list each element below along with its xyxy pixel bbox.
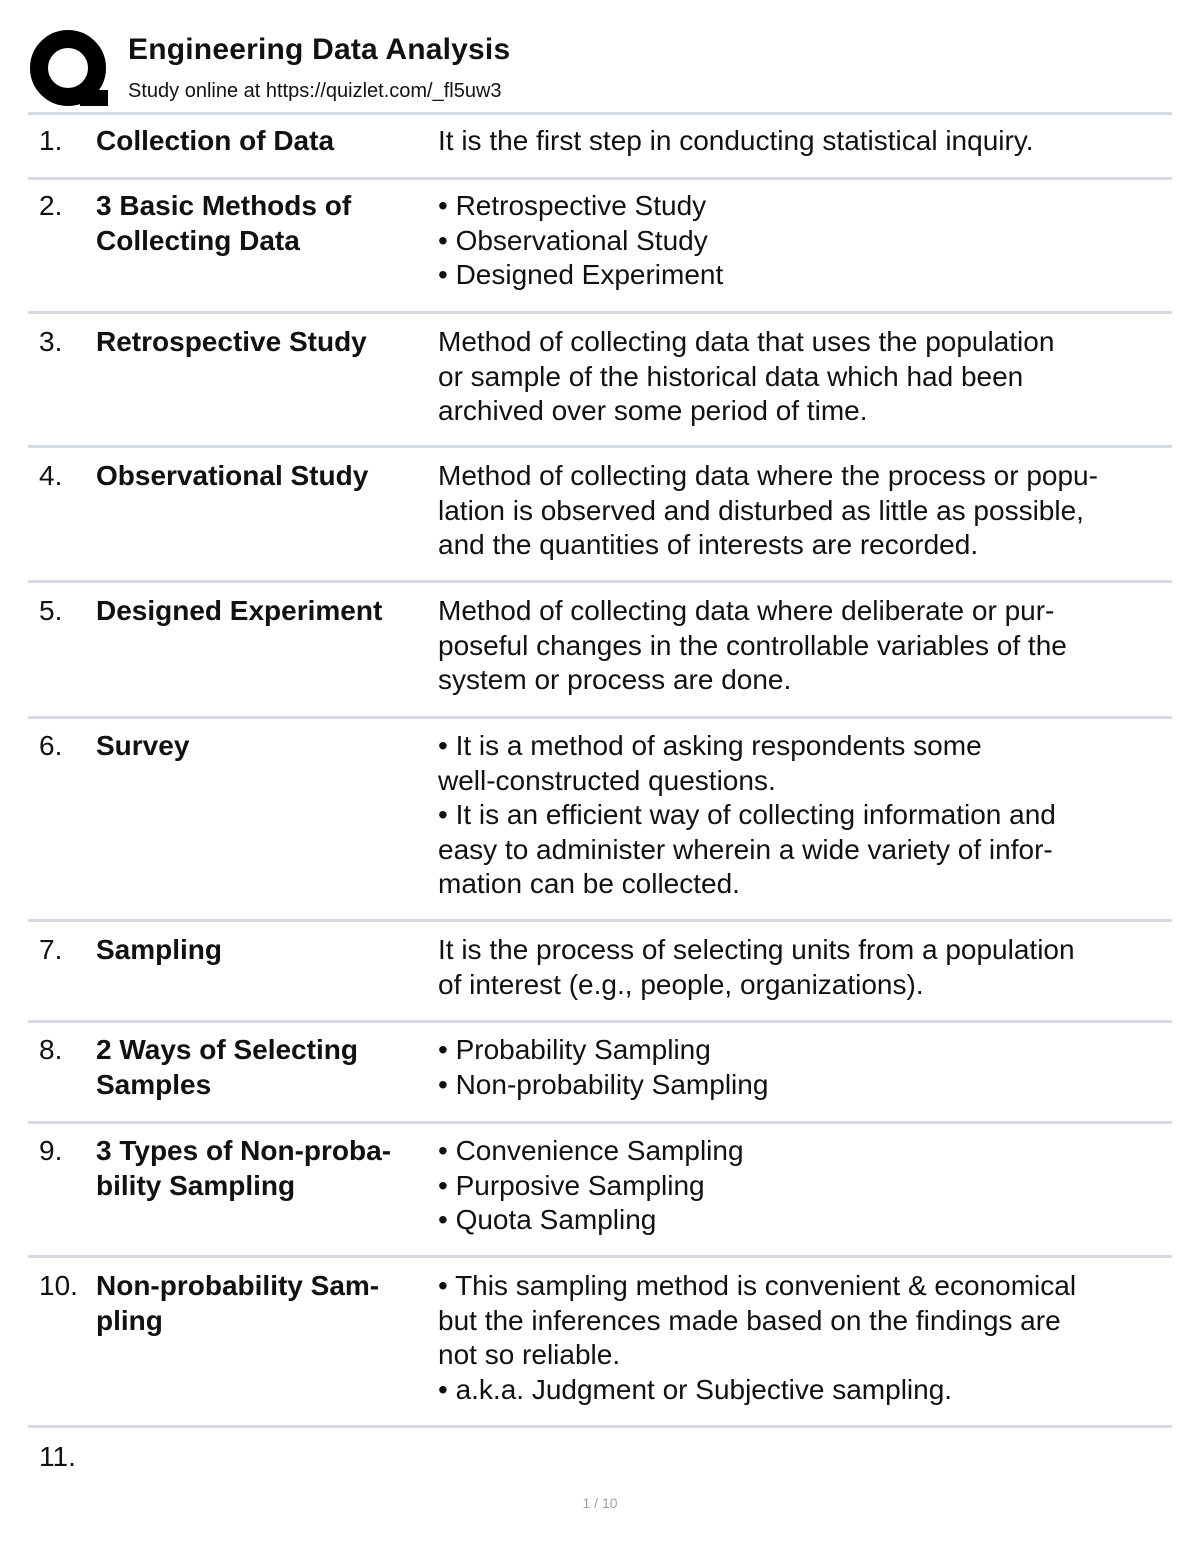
definition-line: and the quantities of interests are recorded. [438, 529, 979, 560]
divider [28, 716, 1172, 719]
item-definition [438, 1033, 1168, 1102]
term-line: Collecting Data [96, 224, 300, 256]
definition-line: • This sampling method is convenient & economical [438, 1270, 1077, 1301]
item-term [96, 189, 436, 258]
definition-line: mation can be collected. [438, 868, 740, 899]
definition-line: • It is a method of asking respondents some [438, 730, 982, 761]
item-term [96, 1269, 436, 1338]
term-line: Designed Experiment [96, 595, 383, 626]
definition-line: easy to administer wherein a wide variety of infor- [438, 833, 1053, 865]
term-line: Observational Study [96, 460, 369, 491]
divider [28, 919, 1172, 922]
term-line: Non-probability Sam- [96, 1270, 380, 1301]
definition-line: • Quota Sampling [438, 1204, 657, 1235]
definition-line: Method of collecting data that uses the population [438, 326, 1055, 357]
definition-line: system or process are done. [438, 664, 792, 695]
item-number: 7. [39, 934, 63, 965]
item-number: 3. [39, 326, 63, 357]
definition-line: • Non-probability Sampling [438, 1068, 769, 1100]
term-line: 3 Types of Non-proba- [96, 1135, 392, 1166]
item-definition [438, 1134, 1168, 1238]
definition-line: • Designed Experiment [438, 259, 724, 290]
item-number: 2. [39, 190, 63, 221]
item-term [96, 325, 436, 360]
term-line: Collection of Data [96, 125, 335, 156]
definition-line: • a.k.a. Judgment or Subjective sampling. [438, 1373, 953, 1405]
definition-line: • It is an efficient way of collecting information and [438, 799, 1056, 830]
divider [28, 580, 1172, 583]
item-definition [438, 189, 1168, 293]
page-title: Engineering Data Analysis [128, 33, 511, 66]
divider [28, 112, 1172, 115]
term-line: bility Sampling [96, 1169, 296, 1201]
item-definition [438, 124, 1168, 159]
term-line: Sampling [96, 934, 223, 965]
item-term [96, 1134, 436, 1203]
item-definition [438, 1269, 1168, 1407]
page-number: 1 / 10 [582, 1495, 618, 1511]
item-term [96, 594, 436, 629]
definition-line: lation is observed and disturbed as little as possible, [438, 494, 1084, 526]
definition-line: • Convenience Sampling [438, 1135, 744, 1166]
item-term [96, 1033, 436, 1102]
item-number: 5. [39, 595, 63, 626]
definition-line: but the inferences made based on the findings are [438, 1304, 1061, 1336]
item-number: 8. [39, 1034, 63, 1065]
definition-line: or sample of the historical data which had been [438, 360, 1024, 392]
definition-line: Method of collecting data where the process or popu- [438, 460, 1098, 491]
divider [28, 177, 1172, 180]
definition-line: • Observational Study [438, 224, 708, 256]
divider [28, 1255, 1172, 1258]
item-number: 11. [39, 1441, 76, 1472]
definition-line: Method of collecting data where deliberate or pur- [438, 595, 1055, 626]
term-line: Retrospective Study [96, 326, 367, 357]
page-header [28, 28, 1172, 112]
definition-line: poseful changes in the controllable variables of the [438, 629, 1067, 661]
definition-line: It is the process of selecting units from a population [438, 934, 1075, 965]
item-term [96, 459, 436, 494]
definition-line: of interest (e.g., people, organizations). [438, 968, 924, 1000]
item-number: 1. [39, 125, 63, 156]
quizlet-q-logo-icon [30, 30, 110, 110]
definition-line: • Probability Sampling [438, 1034, 711, 1065]
item-definition [438, 459, 1168, 563]
item-definition [438, 325, 1168, 429]
divider [28, 445, 1172, 448]
definition-line: • Purposive Sampling [438, 1169, 705, 1201]
item-number: 10. [39, 1270, 78, 1301]
term-line: 3 Basic Methods of [96, 190, 352, 221]
divider [28, 1121, 1172, 1124]
item-definition [438, 933, 1168, 1002]
item-definition [438, 729, 1168, 902]
definition-line: well-constructed questions. [438, 764, 776, 796]
term-line: pling [96, 1304, 163, 1336]
term-line: 2 Ways of Selecting [96, 1034, 358, 1065]
definition-line: It is the first step in conducting statistical inquiry. [438, 125, 1034, 156]
divider [28, 1425, 1172, 1428]
definition-line: • Retrospective Study [438, 190, 707, 221]
item-number: 4. [39, 460, 63, 491]
item-term [96, 933, 436, 968]
divider [28, 311, 1172, 314]
definition-line: archived over some period of time. [438, 395, 868, 426]
item-number: 9. [39, 1135, 63, 1166]
item-definition [438, 594, 1168, 698]
study-online-link[interactable]: Study online at https://quizlet.com/_fl5uw3 [128, 80, 502, 102]
item-term [96, 729, 436, 764]
item-term [96, 124, 436, 159]
item-number: 6. [39, 730, 63, 761]
definition-line: not so reliable. [438, 1339, 621, 1370]
term-line: Samples [96, 1068, 212, 1100]
term-line: Survey [96, 730, 190, 761]
divider [28, 1020, 1172, 1023]
